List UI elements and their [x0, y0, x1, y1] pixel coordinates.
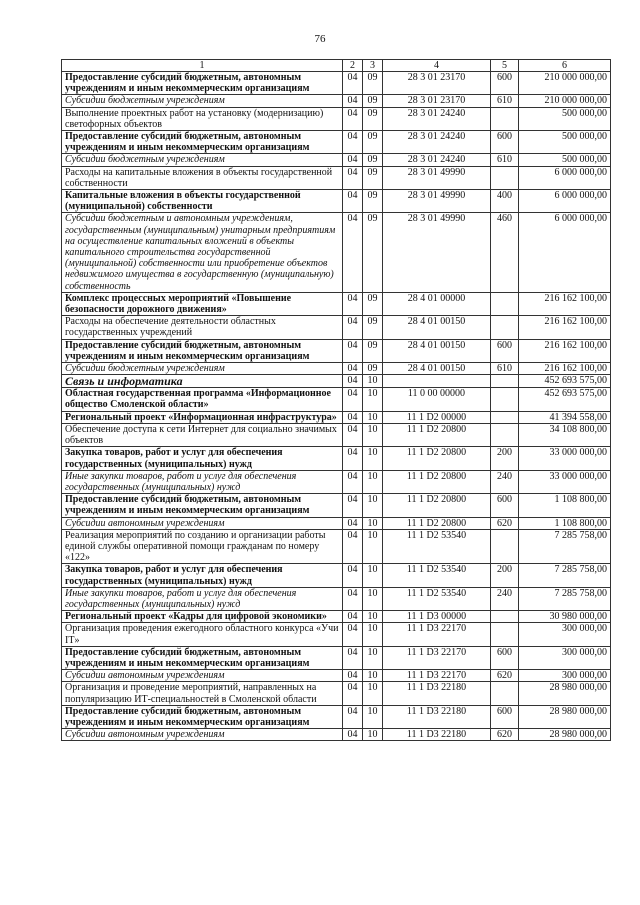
table-row	[62, 411, 611, 423]
table-row	[62, 316, 611, 339]
row-expense-type: 610	[491, 363, 519, 375]
column-header: 2	[343, 60, 363, 72]
row-name-cell: Обеспечение доступа к сети Интернет для социально значимых объектов	[62, 423, 343, 446]
row-section-code: 04	[343, 646, 363, 669]
row-name-cell: Субсидии бюджетным учреждениям	[62, 363, 343, 375]
row-subsection-code: 10	[363, 611, 383, 623]
row-section-code: 04	[343, 388, 363, 411]
row-section-code: 04	[343, 611, 363, 623]
row-amount: 210 000 000,00	[519, 95, 611, 107]
row-section-code: 04	[343, 95, 363, 107]
row-target-article: 11 1 D3 22180	[383, 705, 491, 728]
row-expense-type	[491, 375, 519, 388]
row-section-code: 04	[343, 107, 363, 130]
row-section-code: 04	[343, 587, 363, 610]
row-name-cell: Организация проведения ежегодного областного конкурса «Учи IT»	[62, 623, 343, 646]
row-amount: 452 693 575,00	[519, 375, 611, 388]
row-section-code: 04	[343, 423, 363, 446]
row-expense-type	[491, 529, 519, 564]
row-name-cell: Комплекс процессных мероприятий «Повышение безопасности дорожного движения»	[62, 292, 343, 315]
row-subsection-code: 09	[363, 72, 383, 95]
row-expense-type: 200	[491, 564, 519, 587]
row-name-cell: Закупка товаров, работ и услуг для обеспечения государственных (муниципальных) нужд	[62, 564, 343, 587]
row-target-article: 28 3 01 49990	[383, 166, 491, 189]
row-subsection-code: 09	[363, 131, 383, 154]
table-row	[62, 154, 611, 166]
row-target-article: 11 1 D2 53540	[383, 564, 491, 587]
row-expense-type	[491, 411, 519, 423]
row-target-article: 11 1 D3 22180	[383, 729, 491, 741]
page-number: 76	[314, 33, 326, 45]
row-name-cell: Региональный проект «Кадры для цифровой экономики»	[62, 611, 343, 623]
row-subsection-code: 10	[363, 470, 383, 493]
table-row	[62, 682, 611, 705]
row-expense-type: 400	[491, 190, 519, 213]
row-subsection-code: 10	[363, 646, 383, 669]
row-amount: 500 000,00	[519, 107, 611, 130]
row-target-article	[383, 375, 491, 388]
row-amount: 7 285 758,00	[519, 529, 611, 564]
row-subsection-code: 09	[363, 190, 383, 213]
column-header: 3	[363, 60, 383, 72]
table-row	[62, 623, 611, 646]
row-expense-type: 460	[491, 213, 519, 292]
row-target-article: 28 3 01 49990	[383, 213, 491, 292]
row-subsection-code: 10	[363, 623, 383, 646]
column-number-row	[62, 60, 611, 72]
table-row	[62, 423, 611, 446]
row-expense-type	[491, 423, 519, 446]
row-amount: 216 162 100,00	[519, 292, 611, 315]
table-row	[62, 95, 611, 107]
row-subsection-code: 10	[363, 388, 383, 411]
row-name-cell: Областная государственная программа «Информационное общество Смоленской области»	[62, 388, 343, 411]
row-section-code: 04	[343, 682, 363, 705]
table-row	[62, 470, 611, 493]
row-subsection-code: 09	[363, 166, 383, 189]
row-section-code: 04	[343, 564, 363, 587]
row-name-cell: Субсидии автономным учреждениям	[62, 517, 343, 529]
row-expense-type: 610	[491, 154, 519, 166]
row-name-cell: Субсидии бюджетным учреждениям	[62, 154, 343, 166]
table-row	[62, 447, 611, 470]
row-target-article: 11 1 D3 22180	[383, 682, 491, 705]
table-header	[62, 60, 611, 72]
row-section-code: 04	[343, 375, 363, 388]
row-expense-type	[491, 611, 519, 623]
row-section-code: 04	[343, 494, 363, 517]
table-row	[62, 190, 611, 213]
row-name-cell: Региональный проект «Информационная инфраструктура»	[62, 411, 343, 423]
row-target-article: 11 1 D2 53540	[383, 529, 491, 564]
row-name-cell: Субсидии автономным учреждениям	[62, 729, 343, 741]
row-target-article: 28 4 01 00150	[383, 316, 491, 339]
row-target-article: 11 1 D3 00000	[383, 611, 491, 623]
row-section-code: 04	[343, 190, 363, 213]
row-expense-type: 240	[491, 587, 519, 610]
row-target-article: 28 4 01 00150	[383, 339, 491, 362]
row-subsection-code: 10	[363, 705, 383, 728]
row-expense-type	[491, 682, 519, 705]
row-expense-type: 620	[491, 729, 519, 741]
row-name-cell: Иные закупки товаров, работ и услуг для обеспечения государственных (муниципальных) нужд	[62, 470, 343, 493]
row-name-cell: Капитальные вложения в объекты государственной (муниципальной) собственности	[62, 190, 343, 213]
column-header: 1	[62, 60, 343, 72]
row-section-code: 04	[343, 72, 363, 95]
row-subsection-code: 10	[363, 729, 383, 741]
row-subsection-code: 10	[363, 564, 383, 587]
row-target-article: 11 1 D2 00000	[383, 411, 491, 423]
row-expense-type	[491, 107, 519, 130]
column-header: 4	[383, 60, 491, 72]
row-amount: 216 162 100,00	[519, 316, 611, 339]
table-row	[62, 166, 611, 189]
row-expense-type	[491, 388, 519, 411]
row-amount: 28 980 000,00	[519, 682, 611, 705]
row-name-cell: Организация и проведение мероприятий, направленных на популяризацию ИТ-специальностей в Смоленской области	[62, 682, 343, 705]
row-section-code: 04	[343, 729, 363, 741]
row-expense-type: 600	[491, 646, 519, 669]
row-amount: 28 980 000,00	[519, 705, 611, 728]
row-subsection-code: 09	[363, 213, 383, 292]
column-header: 6	[519, 60, 611, 72]
row-section-code: 04	[343, 670, 363, 682]
row-amount: 30 980 000,00	[519, 611, 611, 623]
row-subsection-code: 10	[363, 375, 383, 388]
row-expense-type	[491, 316, 519, 339]
row-subsection-code: 10	[363, 423, 383, 446]
table-row	[62, 705, 611, 728]
row-expense-type: 600	[491, 72, 519, 95]
row-target-article: 28 4 01 00000	[383, 292, 491, 315]
table-row	[62, 564, 611, 587]
row-section-code: 04	[343, 292, 363, 315]
row-amount: 7 285 758,00	[519, 564, 611, 587]
table-row	[62, 213, 611, 292]
row-amount: 41 394 558,00	[519, 411, 611, 423]
table-row	[62, 339, 611, 362]
row-amount: 1 108 800,00	[519, 517, 611, 529]
table-row	[62, 363, 611, 375]
row-section-code: 04	[343, 529, 363, 564]
row-subsection-code: 10	[363, 447, 383, 470]
row-amount: 1 108 800,00	[519, 494, 611, 517]
row-section-code: 04	[343, 517, 363, 529]
row-amount: 210 000 000,00	[519, 72, 611, 95]
table-row	[62, 670, 611, 682]
row-amount: 7 285 758,00	[519, 587, 611, 610]
table-row	[62, 729, 611, 741]
table-row	[62, 646, 611, 669]
row-name-cell: Предоставление субсидий бюджетным, автономным учреждениям и иным некоммерческим организациям	[62, 646, 343, 669]
row-expense-type: 240	[491, 470, 519, 493]
table-row	[62, 611, 611, 623]
row-name-cell: Субсидии автономным учреждениям	[62, 670, 343, 682]
row-name-cell: Субсидии бюджетным и автономным учреждениям, государственным (муниципальным) унитарным предприятиям на осуществление капитальных вложений в объекты капитального строительства государственной (муниципальной) собственности или приобретение объектов недвижимого имущества в государственную (муниципальную) собственность	[62, 213, 343, 292]
table-row	[62, 494, 611, 517]
row-subsection-code: 10	[363, 587, 383, 610]
row-name-cell: Расходы на обеспечение деятельности областных государственных учреждений	[62, 316, 343, 339]
row-target-article: 11 0 00 00000	[383, 388, 491, 411]
row-target-article: 28 3 01 24240	[383, 107, 491, 130]
table-row	[62, 131, 611, 154]
table-row	[62, 388, 611, 411]
table-row	[62, 292, 611, 315]
row-section-code: 04	[343, 623, 363, 646]
section-heading-row	[62, 375, 611, 388]
row-name-cell: Предоставление субсидий бюджетным, автономным учреждениям и иным некоммерческим организациям	[62, 339, 343, 362]
row-amount: 6 000 000,00	[519, 166, 611, 189]
row-name-cell: Иные закупки товаров, работ и услуг для обеспечения государственных (муниципальных) нужд	[62, 587, 343, 610]
table-row	[62, 72, 611, 95]
row-subsection-code: 09	[363, 316, 383, 339]
table-row	[62, 587, 611, 610]
row-name-cell: Расходы на капитальные вложения в объекты государственной собственности	[62, 166, 343, 189]
row-amount: 500 000,00	[519, 154, 611, 166]
row-amount: 6 000 000,00	[519, 213, 611, 292]
row-subsection-code: 09	[363, 339, 383, 362]
row-expense-type: 600	[491, 494, 519, 517]
row-subsection-code: 09	[363, 363, 383, 375]
row-section-code: 04	[343, 213, 363, 292]
row-target-article: 11 1 D2 20800	[383, 447, 491, 470]
row-target-article: 28 3 01 23170	[383, 95, 491, 107]
row-section-code: 04	[343, 316, 363, 339]
row-section-code: 04	[343, 470, 363, 493]
row-section-code: 04	[343, 339, 363, 362]
row-section-code: 04	[343, 411, 363, 423]
row-target-article: 28 3 01 49990	[383, 190, 491, 213]
budget-table	[61, 59, 611, 741]
row-amount: 34 108 800,00	[519, 423, 611, 446]
row-amount: 452 693 575,00	[519, 388, 611, 411]
row-target-article: 11 1 D2 53540	[383, 587, 491, 610]
table-body	[62, 72, 611, 741]
row-subsection-code: 10	[363, 494, 383, 517]
row-name-cell: Субсидии бюджетным учреждениям	[62, 95, 343, 107]
row-expense-type: 600	[491, 705, 519, 728]
row-target-article: 11 1 D2 20800	[383, 423, 491, 446]
row-subsection-code: 09	[363, 107, 383, 130]
row-subsection-code: 10	[363, 682, 383, 705]
row-target-article: 11 1 D3 22170	[383, 670, 491, 682]
row-subsection-code: 10	[363, 411, 383, 423]
table-row	[62, 107, 611, 130]
row-subsection-code: 10	[363, 670, 383, 682]
row-expense-type: 600	[491, 339, 519, 362]
row-section-code: 04	[343, 447, 363, 470]
row-expense-type: 200	[491, 447, 519, 470]
row-amount: 33 000 000,00	[519, 470, 611, 493]
row-subsection-code: 09	[363, 95, 383, 107]
row-amount: 300 000,00	[519, 646, 611, 669]
row-target-article: 11 1 D2 20800	[383, 517, 491, 529]
row-expense-type: 610	[491, 95, 519, 107]
table-row	[62, 517, 611, 529]
row-subsection-code: 09	[363, 292, 383, 315]
row-amount: 216 162 100,00	[519, 363, 611, 375]
row-amount: 6 000 000,00	[519, 190, 611, 213]
row-expense-type	[491, 166, 519, 189]
row-name-cell: Предоставление субсидий бюджетным, автономным учреждениям и иным некоммерческим организациям	[62, 705, 343, 728]
row-expense-type	[491, 292, 519, 315]
row-name-cell: Выполнение проектных работ на установку (модернизацию) светофорных объектов	[62, 107, 343, 130]
row-amount: 300 000,00	[519, 670, 611, 682]
row-target-article: 11 1 D3 22170	[383, 646, 491, 669]
row-section-code: 04	[343, 363, 363, 375]
row-target-article: 11 1 D3 22170	[383, 623, 491, 646]
row-section-code: 04	[343, 166, 363, 189]
row-target-article: 11 1 D2 20800	[383, 494, 491, 517]
row-section-code: 04	[343, 131, 363, 154]
row-expense-type: 620	[491, 517, 519, 529]
row-name-cell: Предоставление субсидий бюджетным, автономным учреждениям и иным некоммерческим организациям	[62, 72, 343, 95]
row-name-cell: Предоставление субсидий бюджетным, автономным учреждениям и иным некоммерческим организациям	[62, 131, 343, 154]
row-section-code: 04	[343, 705, 363, 728]
row-name-cell: Связь и информатика	[62, 375, 343, 388]
row-expense-type: 600	[491, 131, 519, 154]
table-row	[62, 529, 611, 564]
row-target-article: 28 3 01 23170	[383, 72, 491, 95]
row-amount: 216 162 100,00	[519, 339, 611, 362]
row-target-article: 28 3 01 24240	[383, 154, 491, 166]
column-header: 5	[491, 60, 519, 72]
row-name-cell: Предоставление субсидий бюджетным, автономным учреждениям и иным некоммерческим организациям	[62, 494, 343, 517]
row-section-code: 04	[343, 154, 363, 166]
row-name-cell: Реализация мероприятий по созданию и организации работы единой службы оперативной помощи гражданам по номеру «122»	[62, 529, 343, 564]
row-expense-type: 620	[491, 670, 519, 682]
row-target-article: 28 3 01 24240	[383, 131, 491, 154]
row-amount: 300 000,00	[519, 623, 611, 646]
row-expense-type	[491, 623, 519, 646]
row-target-article: 11 1 D2 20800	[383, 470, 491, 493]
row-target-article: 28 4 01 00150	[383, 363, 491, 375]
row-subsection-code: 10	[363, 529, 383, 564]
row-amount: 500 000,00	[519, 131, 611, 154]
row-amount: 33 000 000,00	[519, 447, 611, 470]
row-subsection-code: 09	[363, 154, 383, 166]
row-amount: 28 980 000,00	[519, 729, 611, 741]
row-name-cell: Закупка товаров, работ и услуг для обеспечения государственных (муниципальных) нужд	[62, 447, 343, 470]
row-subsection-code: 10	[363, 517, 383, 529]
